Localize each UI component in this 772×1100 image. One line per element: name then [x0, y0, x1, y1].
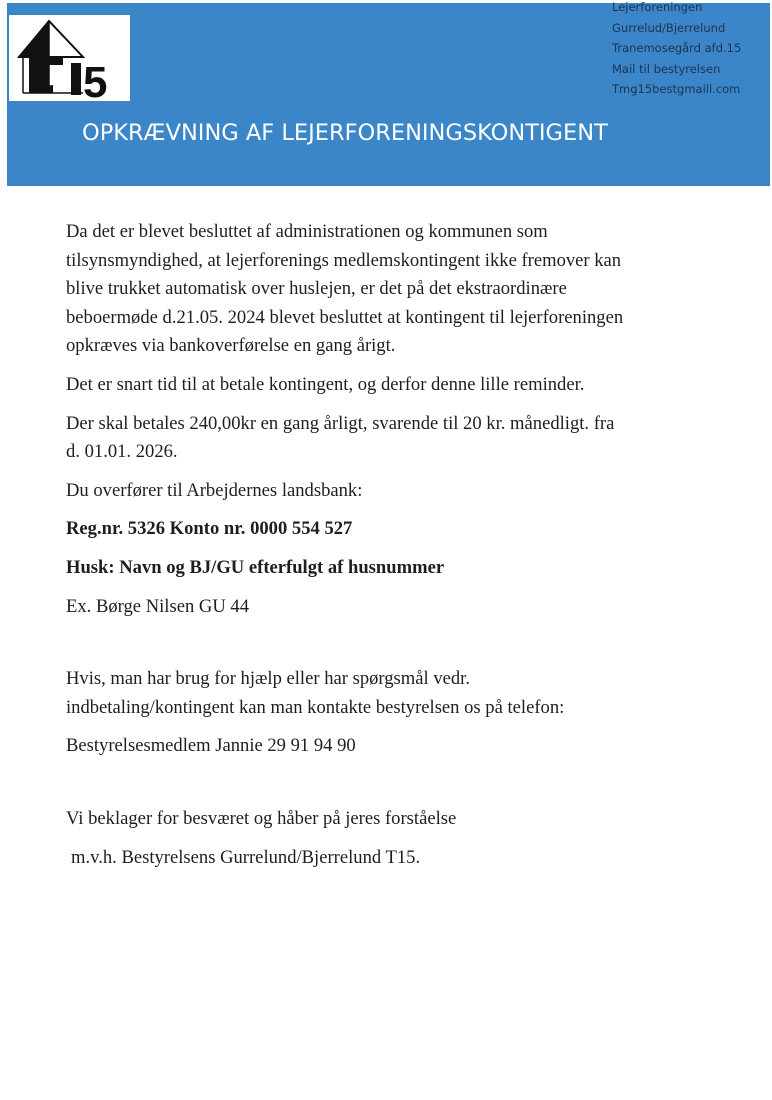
contact-info: Bestyrelsesmedlem Jannie 29 91 94 90	[66, 735, 356, 757]
organization-info	[612, 0, 772, 100]
org-area: Gurrelud/Bjerrelund	[612, 20, 726, 35]
intro-line: Da det er blevet besluttet af administrationen og kommunen som	[66, 221, 548, 242]
help-paragraph	[66, 665, 726, 722]
amount-line: Der skal betales 240,00kr en gang årligt, svarende til 20 kr. månedligt. fra	[66, 412, 615, 434]
org-email[interactable]: Tmg15bestgmaill.com	[612, 82, 741, 96]
intro-paragraph	[66, 218, 726, 361]
help-line: Hvis, man har brug for hjælp eller har spørgsmål vedr.	[66, 668, 470, 690]
intro-line: tilsynsmyndighed, at lejerforenings medlemskontingent ikke fremover kan	[66, 249, 622, 271]
org-department: Tranemosegård afd.15	[612, 41, 742, 55]
amount-line: d. 01.01. 2026.	[66, 441, 178, 463]
spacer	[66, 621, 726, 665]
reminder-paragraph: Det er snart tid til at betale kontingent, og derfor denne lille reminder.	[66, 373, 585, 395]
spacer	[66, 761, 726, 805]
org-mail-label: Mail til bestyrelsen	[612, 61, 721, 76]
header-banner	[7, 0, 770, 186]
logo-number: 5	[83, 58, 108, 101]
help-line: indbetaling/kontingent kan man kontakte bestyrelsen os på telefon:	[66, 696, 565, 718]
intro-line: opkræves via bankoverførelse en gang årigt.	[66, 335, 396, 357]
reference-example: Ex. Børge Nilsen GU 44	[66, 595, 249, 617]
account-details: Reg.nr. 5326 Konto nr. 0000 554 527	[66, 518, 353, 540]
signature: m.v.h. Bestyrelsens Gurrelund/Bjerrelund T15.	[71, 846, 421, 868]
transfer-paragraph: Du overfører til Arbejdernes landsbank:	[66, 479, 363, 501]
org-name: Lejerforeningen	[612, 0, 703, 14]
apology-text: Vi beklager for besværet og håber på jeres forståelse	[66, 807, 457, 829]
house-logo-icon	[9, 15, 130, 101]
document-title: OPKRÆVNING AF LEJERFORENINGSKONTIGENT	[82, 120, 608, 146]
amount-paragraph	[66, 410, 726, 467]
intro-line: beboermøde d.21.05. 2024 blevet besluttet at kontingent til lejerforeningen	[66, 306, 624, 328]
payment-reference-note: Husk: Navn og BJ/GU efterfulgt af husnummer	[66, 556, 445, 578]
intro-line: blive trukket automatisk over huslejen, er det på det ekstraordinære	[66, 278, 567, 300]
document-body	[66, 218, 726, 872]
t15-logo	[9, 15, 130, 101]
